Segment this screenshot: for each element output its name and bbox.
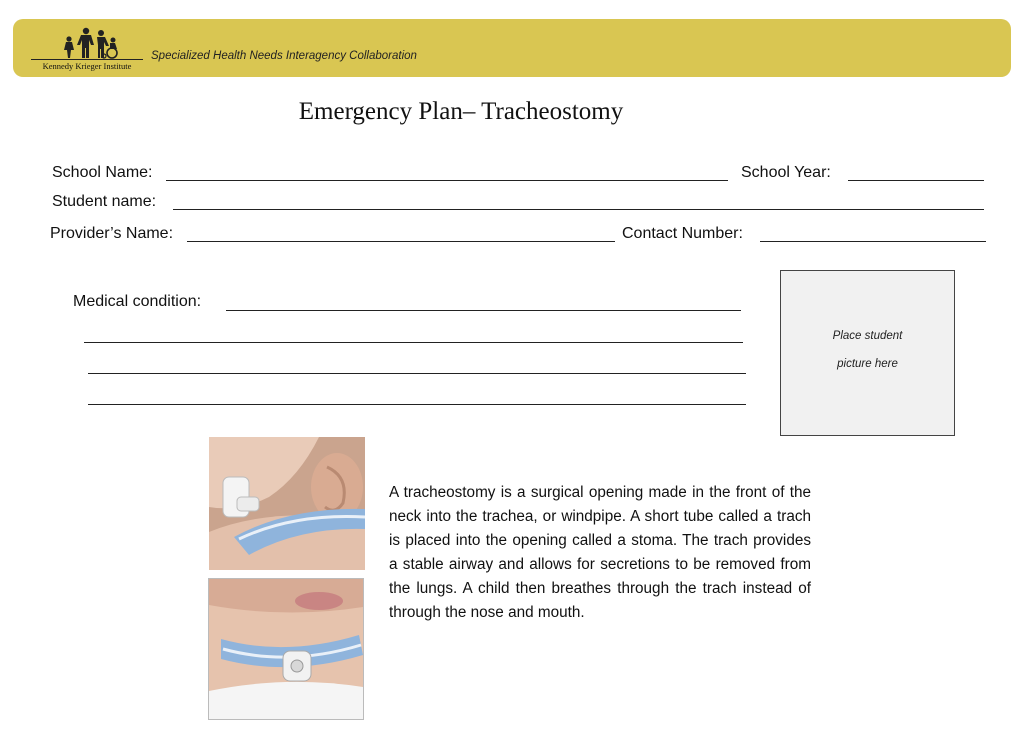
placeholder-text-line-2: picture here [837, 358, 898, 370]
contact-number-field[interactable] [760, 241, 986, 242]
school-name-field[interactable] [166, 180, 728, 181]
provider-name-label: Provider’s Name: [50, 225, 174, 242]
header-banner [13, 19, 1011, 77]
medical-condition-field-1[interactable] [226, 310, 741, 311]
student-name-label: Student name: [52, 193, 157, 210]
student-name-field[interactable] [173, 209, 984, 210]
family-figures-icon [59, 27, 121, 59]
medical-condition-field-4[interactable] [88, 404, 746, 405]
placeholder-text-line-1: Place student [832, 330, 903, 342]
tracheostomy-side-view-photo [209, 437, 365, 570]
header-tagline: Specialized Health Needs Interagency Collaboration [151, 50, 417, 62]
page-title: Emergency Plan– Tracheostomy [298, 98, 624, 125]
tracheostomy-description: A tracheostomy is a surgical opening made in the front of the neck into the trachea, or windpipe. A short tube called a trach is placed into the opening called a stoma. The trach provides a stable airway and allows for secretions to be removed from the lungs. A child then breathes through the trach instead of through the nose and mouth. [389, 484, 811, 621]
provider-name-field[interactable] [187, 241, 615, 242]
medical-condition-field-3[interactable] [88, 373, 746, 374]
school-name-label: School Name: [52, 164, 153, 181]
tracheostomy-front-view-photo [208, 578, 364, 720]
logo-divider [31, 59, 143, 60]
student-picture-placeholder[interactable] [780, 270, 955, 436]
medical-condition-field-2[interactable] [84, 342, 743, 343]
school-year-label: School Year: [741, 164, 831, 181]
contact-number-label: Contact Number: [622, 225, 743, 242]
medical-condition-label: Medical condition: [73, 293, 202, 310]
kennedy-krieger-logo [31, 27, 143, 71]
logo-text: Kennedy Krieger Institute [42, 61, 132, 71]
school-year-field[interactable] [848, 180, 984, 181]
